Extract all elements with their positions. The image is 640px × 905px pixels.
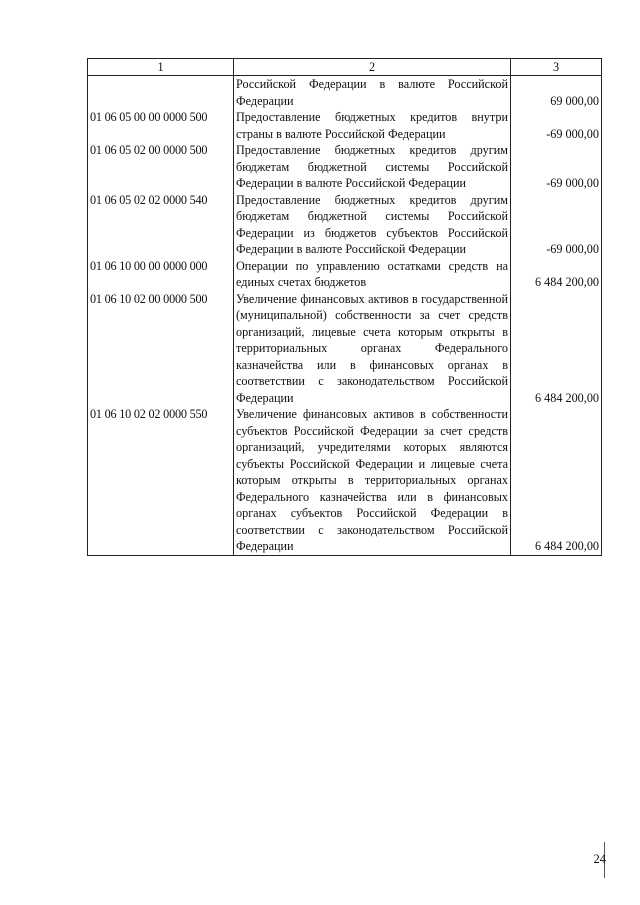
column-header-code: 1 (88, 59, 234, 76)
budget-sources-table (87, 58, 602, 556)
table-row (88, 406, 602, 555)
row-code: 01 06 05 00 00 0000 500 (88, 109, 234, 142)
row-description: Российской Федерации в валюте Российской Федерации (234, 76, 511, 110)
row-amount: -69 000,00 (511, 142, 602, 192)
row-amount: -69 000,00 (511, 109, 602, 142)
table-row (88, 109, 602, 142)
column-header-description: 2 (234, 59, 511, 76)
row-amount: -69 000,00 (511, 192, 602, 258)
column-header-amount: 3 (511, 59, 602, 76)
page-number: 24 (593, 852, 606, 866)
table-row (88, 258, 602, 291)
row-description: Предоставление бюджетных кредитов другим бюджетам бюджетной системы Российской Федерации в валюте Российской Федерации (234, 142, 511, 192)
row-description: Предоставление бюджетных кредитов внутри страны в валюте Российской Федерации (234, 109, 511, 142)
row-description: Увеличение финансовых активов в собственности субъектов Российской Федерации за счет средств организаций, учредителями которых являются субъекты Российской Федерации и лицевые счета которым открыты в территориальных органах Федерального казначейства или в финансовых органах субъектов Российской Федерации в соответствии с законодательством Российской Федерации (234, 406, 511, 555)
row-description: Увеличение финансовых активов в государственной (муниципальной) собственности за счет средств организаций, лицевые счета которым открыты в территориальных органах Федерального казначейства или в финансовых органах в соответствии с законодательством Российской Федерации (234, 291, 511, 407)
row-description: Предоставление бюджетных кредитов другим бюджетам бюджетной системы Российской Федерации из бюджетов субъектов Российской Федерации в валюте Российской Федерации (234, 192, 511, 258)
row-amount: 6 484 200,00 (511, 258, 602, 291)
row-code: 01 06 10 00 00 0000 000 (88, 258, 234, 291)
row-code: 01 06 10 02 00 0000 500 (88, 291, 234, 407)
row-code (88, 76, 234, 110)
row-amount: 6 484 200,00 (511, 291, 602, 407)
table-row (88, 291, 602, 407)
row-description: Операции по управлению остатками средств на единых счетах бюджетов (234, 258, 511, 291)
row-amount: 69 000,00 (511, 76, 602, 110)
table-row (88, 76, 602, 110)
table-header-row (88, 59, 602, 76)
row-amount: 6 484 200,00 (511, 406, 602, 555)
table-row (88, 192, 602, 258)
row-code: 01 06 05 02 00 0000 500 (88, 142, 234, 192)
row-code: 01 06 10 02 02 0000 550 (88, 406, 234, 555)
row-code: 01 06 05 02 02 0000 540 (88, 192, 234, 258)
table-row (88, 142, 602, 192)
